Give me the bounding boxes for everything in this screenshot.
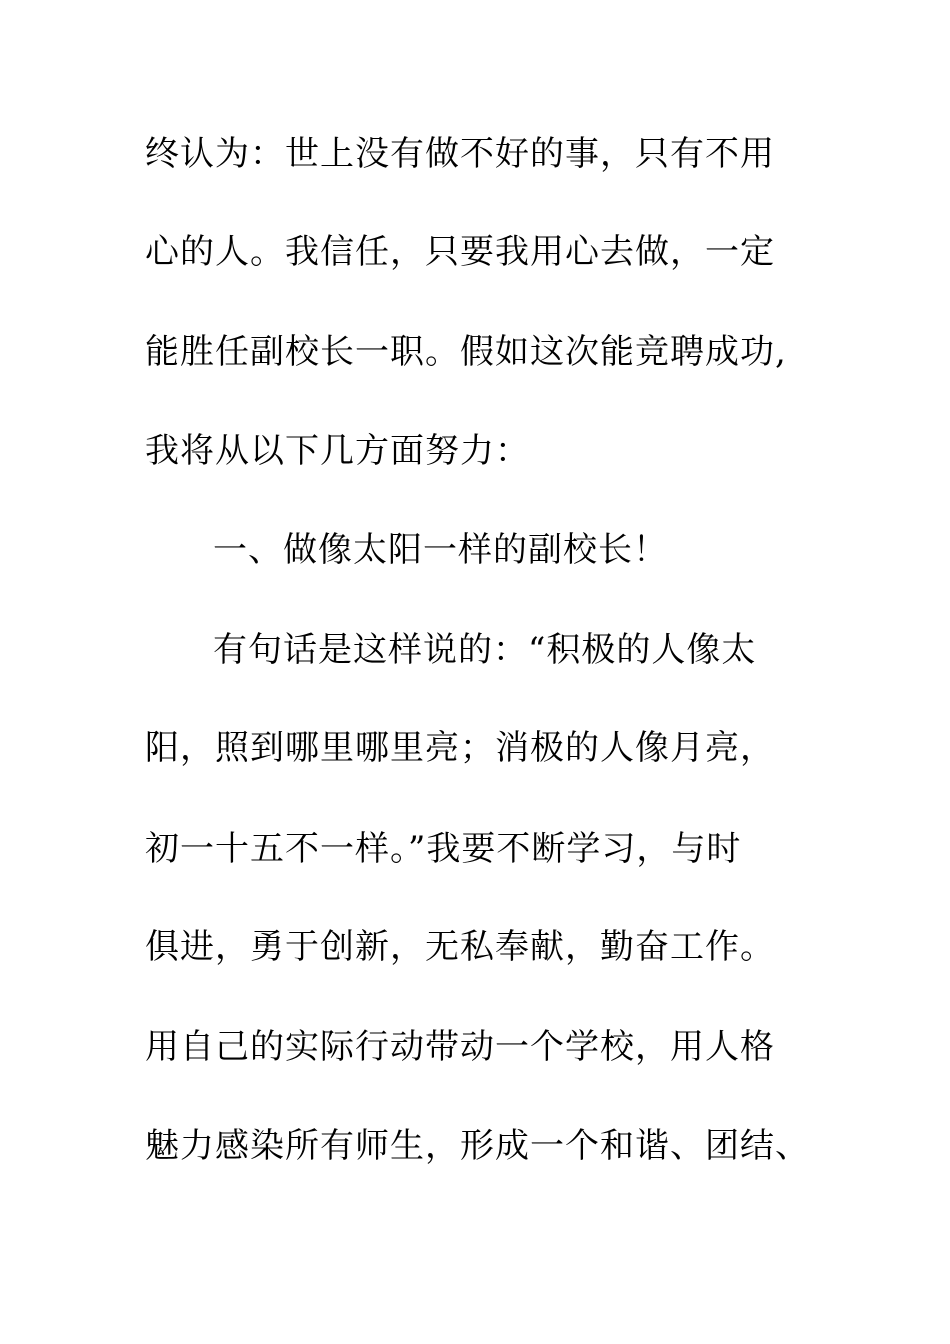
text-line: 俱进，勇于创新，无私奉献，勤奋工作。 xyxy=(145,927,775,967)
section-heading: 一、做像太阳一样的副校长！ xyxy=(213,530,668,570)
text-line: 用自己的实际行动带动一个学校，用人格 xyxy=(145,1027,775,1067)
text-line: 终认为：世上没有做不好的事，只有不用 xyxy=(145,134,775,174)
text-line: 心的人。我信任，只要我用心去做，一定 xyxy=(145,232,775,272)
text-line: 能胜任副校长一职。假如这次能竞聘成功, xyxy=(145,332,787,372)
text-line: 阳，照到哪里哪里亮；消极的人像月亮， xyxy=(145,728,775,768)
paragraph-start-line: 有句话是这样说的：“积极的人像太 xyxy=(213,630,757,670)
text-line: 初一十五不一样。”我要不断学习，与时 xyxy=(145,829,742,869)
text-line: 魅力感染所有师生，形成一个和谐、团结、 xyxy=(145,1126,810,1166)
text-line: 我将从以下几方面努力： xyxy=(145,431,530,471)
